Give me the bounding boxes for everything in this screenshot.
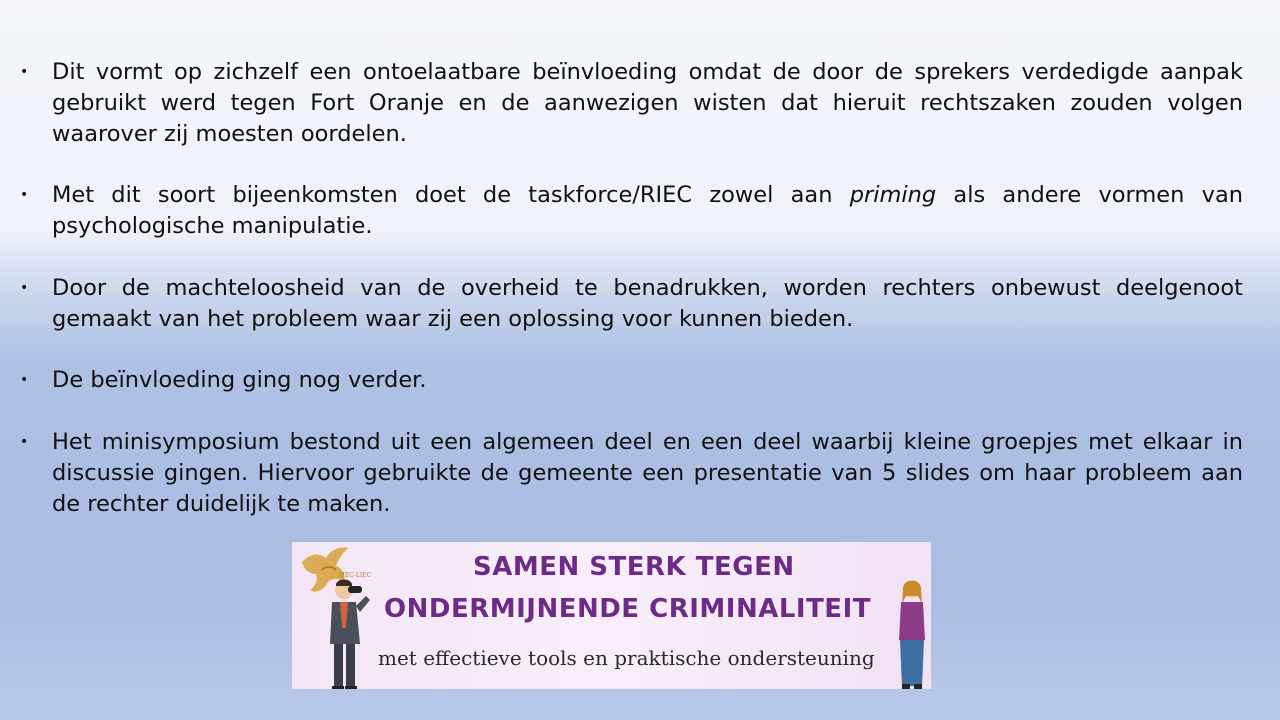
bullet-dot: • — [20, 64, 29, 80]
bullet-dot: • — [20, 280, 29, 296]
riec-banner-image — [292, 542, 931, 689]
bullet-dot: • — [20, 372, 29, 388]
bullet-text: De beïnvloeding ging nog verder. — [52, 367, 427, 393]
logo-text: RIEC-LIEC — [338, 572, 372, 579]
bullet-item-4 — [20, 365, 1243, 396]
banner-subtitle: met effectieve tools en praktische ondersteuning — [378, 646, 875, 670]
bullet-item-2 — [20, 180, 1243, 242]
bullet-item-1 — [20, 57, 1243, 150]
bullet-text: Dit vormt op zichzelf een ontoelaatbare beïnvloeding omdat de door de sprekers verdedigde aanpak gebruikt werd tegen Fort Oranje en de aanwezigen wisten dat hieruit rechtszaken zouden volgen waarover zij moesten oordelen. — [52, 59, 1243, 147]
bullet-item-5 — [20, 427, 1243, 520]
bullet-text: Met dit soort bijeenkomsten doet de taskforce/RIEC zowel aan — [52, 182, 850, 208]
banner-title-line-2: ONDERMIJNENDE CRIMINALITEIT — [384, 594, 871, 624]
man-with-binoculars-icon — [322, 576, 382, 689]
bullet-text: Door de machteloosheid van de overheid te benadrukken, worden rechters onbewust deelgenoot gemaakt van het probleem waar zij een oplossing voor kunnen bieden. — [52, 275, 1243, 332]
bullet-text: als andere vormen van psychologische manipulatie. — [52, 182, 1243, 239]
bullet-item-3 — [20, 273, 1243, 335]
banner-title-line-1: SAMEN STERK TEGEN — [473, 552, 795, 582]
bullet-text-italic: priming — [849, 182, 937, 208]
bullet-dot: • — [20, 434, 29, 450]
woman-figure-icon — [892, 578, 931, 689]
bullet-dot: • — [20, 187, 29, 203]
bullet-text: Het minisymposium bestond uit een algemeen deel en een deel waarbij kleine groepjes met elkaar in discussie gingen. Hiervoor gebruikte de gemeente een presentatie van 5 slides om haar probleem aan de rechter duidelijk te maken. — [52, 429, 1243, 517]
